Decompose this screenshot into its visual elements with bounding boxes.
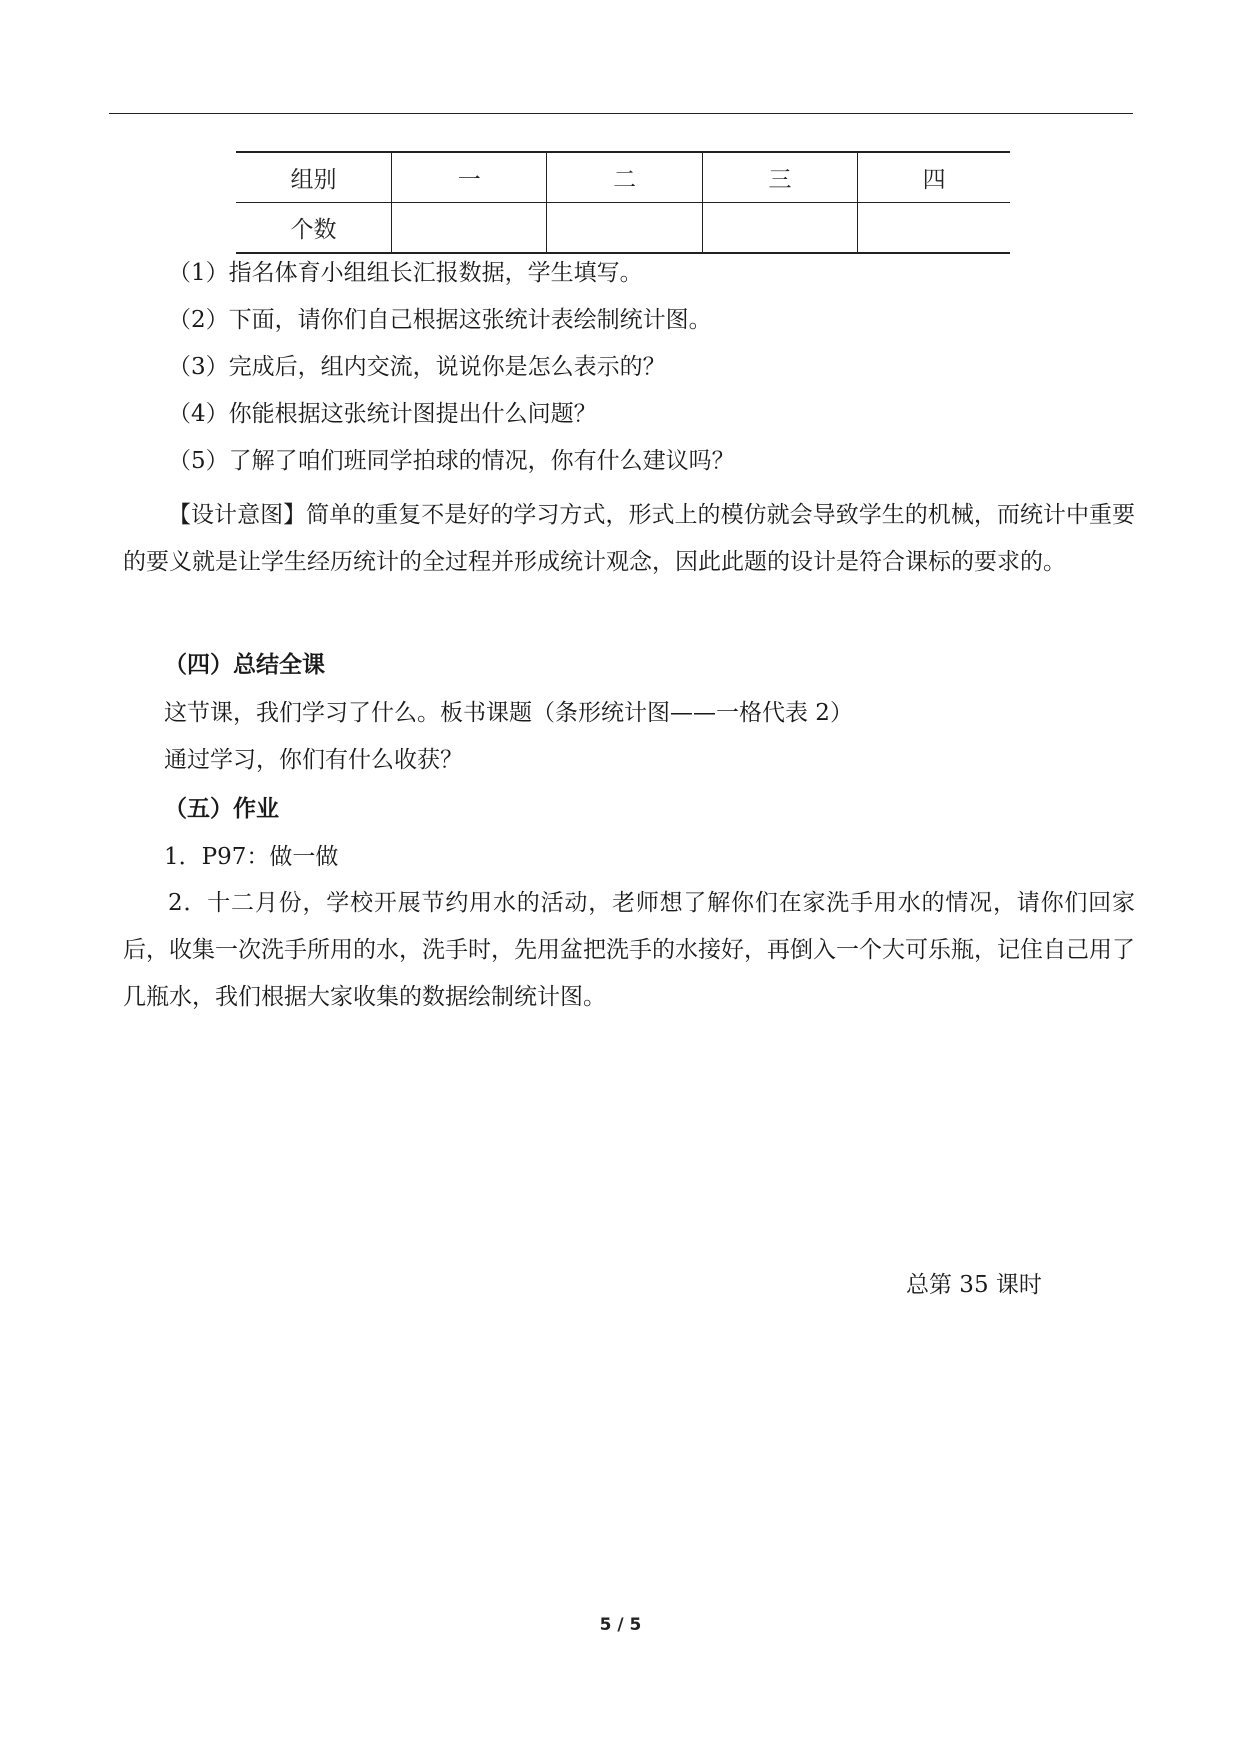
table-header-label: 组别 (236, 152, 392, 203)
step-5: （5）了解了咱们班同学拍球的情况，你有什么建议吗？ (168, 448, 735, 474)
header-rule (109, 113, 1133, 114)
design-intent-paragraph: 【设计意图】简单的重复不是好的学习方式，形式上的模仿就会导致学生的机械，而统计中重要的要义就是让学生经历统计的全过程并形成统计观念，因此此题的设计是符合课标的要求的。 (123, 502, 1135, 575)
table-count-cell (547, 203, 702, 254)
table-group-3: 三 (702, 152, 857, 203)
lesson-total: 总第 35 课时 (906, 1272, 1042, 1298)
table-row-label: 个数 (236, 203, 392, 254)
table-count-cell (858, 203, 1010, 254)
homework-item-2: 2．十二月份，学校开展节约用水的活动，老师想了解你们在家洗手用水的情况，请你们回家后，收集一次洗手所用的水，洗手时，先用盆把洗手的水接好，再倒入一个大可乐瓶，记住自己用了几瓶水，我们根据大家收集的数据绘制统计图。 (123, 890, 1135, 1010)
homework-heading: （五）作业 (164, 795, 279, 822)
step-3: （3）完成后，组内交流，说说你是怎么表示的？ (168, 354, 666, 380)
summary-line-1: 这节课，我们学习了什么。板书课题（条形统计图——一格代表 2） (164, 700, 853, 726)
step-4: （4）你能根据这张统计图提出什么问题？ (168, 401, 597, 427)
homework-item-1: 1．P97：做一做 (164, 844, 339, 870)
table-group-4: 四 (858, 152, 1010, 203)
step-2: （2）下面，请你们自己根据这张统计表绘制统计图。 (168, 307, 712, 333)
table-count-row (236, 203, 1010, 254)
table-count-cell (392, 203, 547, 254)
group-count-table (236, 151, 1010, 254)
summary-line-2: 通过学习，你们有什么收获？ (164, 747, 463, 773)
table-group-1: 一 (392, 152, 547, 203)
table-header-row (236, 152, 1010, 203)
table-count-cell (702, 203, 857, 254)
table-group-2: 二 (547, 152, 702, 203)
step-1: （1）指名体育小组组长汇报数据，学生填写。 (168, 260, 643, 286)
summary-heading: （四）总结全课 (164, 651, 325, 678)
page-number: 5 / 5 (599, 1615, 642, 1635)
